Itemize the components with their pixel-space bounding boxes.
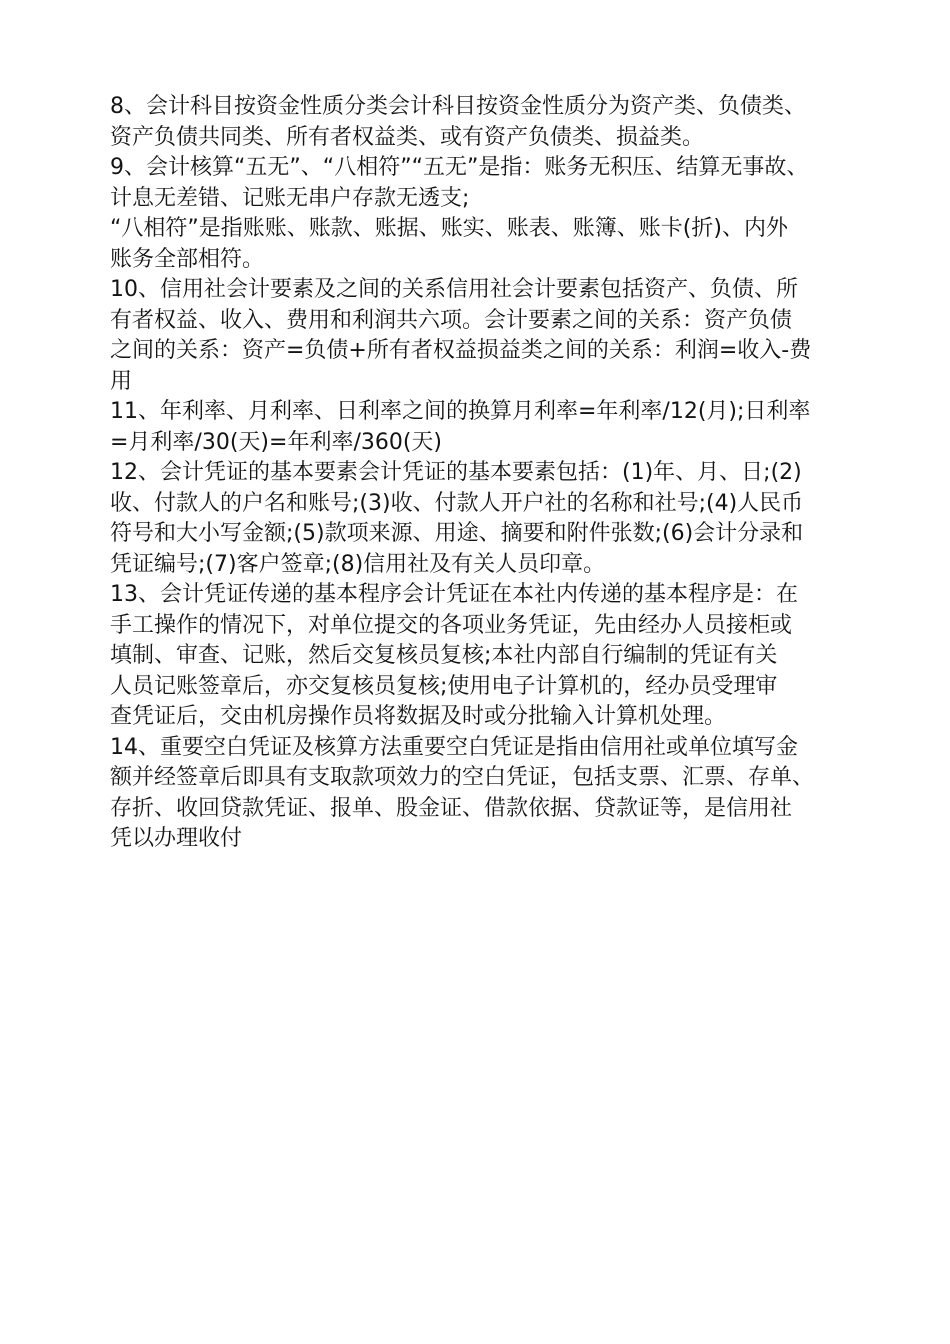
text-line: 13、会计凭证传递的基本程序会计凭证在本社内传递的基本程序是：在 bbox=[110, 582, 798, 607]
text-line: 人员记账签章后，亦交复核员复核;使用电子计算机的，经办员受理审 bbox=[110, 673, 778, 699]
text-line: 凭证编号;(7)客户签章;(8)信用社及有关人员印章。 bbox=[110, 551, 606, 577]
text-line: 用 bbox=[110, 368, 133, 394]
text-line: 9、会计核算“五无”、“八相符”“五无”是指：账务无积压、结算无事故、 bbox=[110, 155, 809, 180]
text-line: 填制、审查、记账，然后交复核员复核;本社内部自行编制的凭证有关 bbox=[110, 643, 778, 668]
document-body bbox=[110, 92, 850, 855]
text-line: 符号和大小写金额;(5)款项来源、用途、摘要和附件张数;(6)会计分录和 bbox=[110, 521, 804, 546]
text-line: 8、会计科目按资金性质分类会计科目按资金性质分为资产类、负债类、 bbox=[110, 94, 806, 119]
text-line: 12、会计凭证的基本要素会计凭证的基本要素包括：(1)年、月、日;(2) bbox=[110, 460, 802, 485]
text-line: 计息无差错、记账无串户存款无透支; bbox=[110, 185, 470, 211]
text-line: 查凭证后，交由机房操作员将数据及时或分批输入计算机处理。 bbox=[110, 704, 727, 729]
text-line: 有者权益、收入、费用和利润共六项。会计要素之间的关系：资产负债 bbox=[110, 307, 793, 333]
text-line: 14、重要空白凭证及核算方法重要空白凭证是指由信用社或单位填写金 bbox=[110, 734, 798, 760]
text-line: 收、付款人的户名和账号;(3)收、付款人开户社的名称和社号;(4)人民币 bbox=[110, 490, 804, 516]
text-line: “八相符”是指账账、账款、账据、账实、账表、账簿、账卡(折)、内外 bbox=[110, 216, 788, 241]
text-line: 之间的关系：资产=负债+所有者权益损益类之间的关系：利润=收入-费 bbox=[110, 338, 812, 363]
text-line: 11、年利率、月利率、日利率之间的换算月利率=年利率/12(月);日利率 bbox=[110, 399, 811, 424]
text-line: 10、信用社会计要素及之间的关系信用社会计要素包括资产、负债、所 bbox=[110, 277, 798, 302]
text-line: 手工操作的情况下，对单位提交的各项业务凭证，先由经办人员接柜或 bbox=[110, 612, 793, 638]
text-line: 额并经签章后即具有支取款项效力的空白凭证，包括支票、汇票、存单、 bbox=[110, 765, 815, 790]
text-line: 凭以办理收付 bbox=[110, 826, 243, 851]
text-line: =月利率/30(天)=年利率/360(天) bbox=[110, 429, 443, 455]
text-line: 账务全部相符。 bbox=[110, 246, 265, 272]
text-line: 存折、收回贷款凭证、报单、股金证、借款依据、贷款证等，是信用社 bbox=[110, 795, 793, 821]
text-line: 资产负债共同类、所有者权益类、或有资产负债类、损益类。 bbox=[110, 124, 705, 150]
